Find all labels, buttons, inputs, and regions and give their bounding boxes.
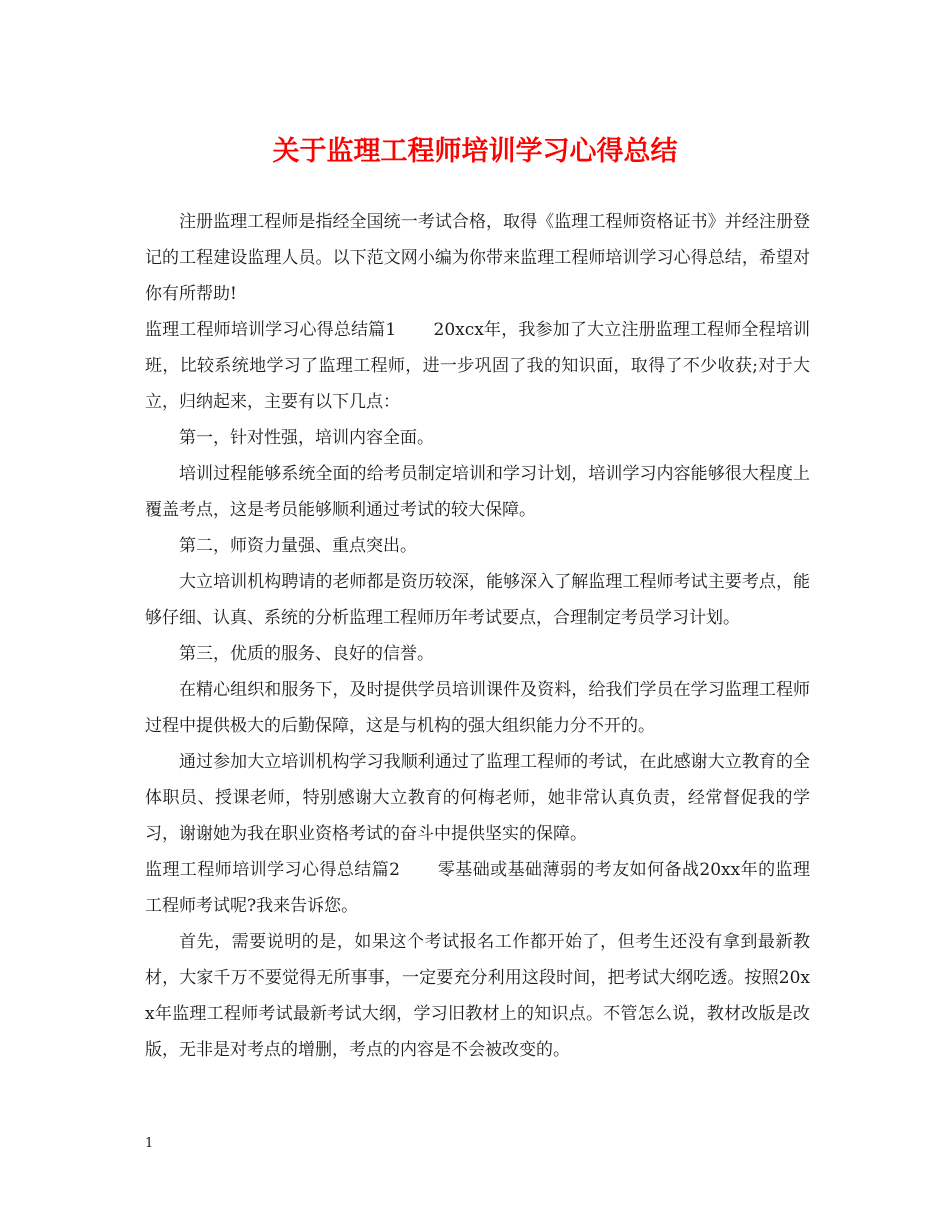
paragraph-point-3-detail: 在精心组织和服务下，及时提供学员培训课件及资料，给我们学员在学习监理工程师过程中提供极大的后勤保障，这是与机构的强大组织能力分不开的。 [145, 680, 810, 736]
paragraph-point-1: 第一，针对性强，培训内容全面。 [179, 428, 434, 448]
paragraph-point-1-detail: 培训过程能够系统全面的给考员制定培训和学习计划，培训学习内容能够很大程度上覆盖考点，这是考员能够顺利通过考试的较大保障。 [145, 464, 810, 520]
paragraph-point-2-detail: 大立培训机构聘请的老师都是资历较深，能够深入了解监理工程师考试主要考点，能够仔细、认真、系统的分析监理工程师历年考试要点，合理制定考员学习计划。 [145, 572, 810, 628]
document-title: 关于监理工程师培训学习心得总结 [272, 136, 678, 167]
paragraph-point-2: 第二，师资力量强、重点突出。 [179, 536, 417, 556]
article-2-heading: 监理工程师培训学习心得总结篇2 [145, 860, 400, 880]
paragraph-article-2-start [145, 852, 810, 924]
article-2-opening-text: 零基础或基础薄弱的考友如何备战20xx年的监理工程师考试呢?我来告诉您。 [145, 860, 810, 916]
paragraph-intro: 注册监理工程师是指经全国统一考试合格，取得《监理工程师资格证书》并经注册登记的工程建设监理人员。以下范文网小编为你带来监理工程师培训学习心得总结，希望对你有所帮助! [145, 212, 810, 304]
paragraph-article-1-start [145, 312, 810, 420]
article-1-opening-text: 20xcx年，我参加了大立注册监理工程师全程培训班，比较系统地学习了监理工程师，进一步巩固了我的知识面，取得了不少收获;对于大立，归纳起来，主要有以下几点： [145, 320, 810, 412]
article-1-heading: 监理工程师培训学习心得总结篇1 [145, 320, 397, 340]
paragraph-point-3: 第三，优质的服务、良好的信誉。 [179, 644, 434, 664]
paragraph-conclusion: 通过参加大立培训机构学习我顺利通过了监理工程师的考试，在此感谢大立教育的全体职员、授课老师，特别感谢大立教育的何梅老师，她非常认真负责，经常督促我的学习，谢谢她为我在职业资格考试的奋斗中提供坚实的保障。 [145, 752, 810, 844]
page-number: 1 [145, 1136, 154, 1151]
document-body [145, 204, 810, 1068]
paragraph-exam-advice: 首先，需要说明的是，如果这个考试报名工作都开始了，但考生还没有拿到最新教材，大家千万不要觉得无所事事，一定要充分利用这段时间，把考试大纲吃透。按照20xx年监理工程师考试最新考试大纲，学习旧教材上的知识点。不管怎么说，教材改版是改版，无非是对考点的增删，考点的内容是不会被改变的。 [145, 932, 810, 1060]
